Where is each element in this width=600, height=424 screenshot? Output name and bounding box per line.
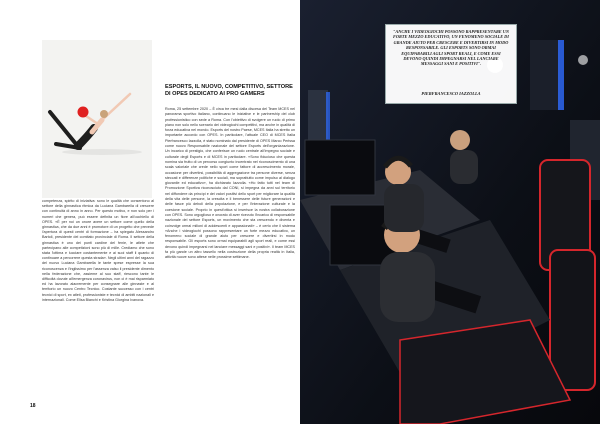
gymnast-photo	[42, 40, 152, 198]
left-body-text: competenza, spirito di iniziativa: sono le qualità che consentono al settore della ginnastica ritmica da Luciana Gambarella di crescere con continuità di anno in anno. Per questo motivo, e non solo per i numeri che genera, può essere definita un fiore all'occhiello di OPES. «È per noi un onore avere un settore come quello della ginnastica, che da due anni è promotore di un progetto che prevede l'apertura di questi centri di formazione – ha spiegato Alessandro Bartoli, presidente del comitato provinciale di Roma. Il settore della ginnastica è uno dei punti cardine del fenie, le atlete che partecipano alle competizioni sono più di mille. Crediamo che sono stata l'ottima e lucciare costantemente e ai suoi staff il quanto di continuare a percorrere questa strada». Negli ultimi anni del ragazzo del nuovo Luciana Gambarella le tante spese espresse la sua riconoscenza e l'inglissimo per l'assenza valso il presidente dimento nella federazione che, assieme al suo staff, riescono tante le difficoltà dovute all'emergenza coronavirus, non ci è mai risparmiato ed ha lavorato alacremente per consegnare alle ginnaste e al territorio un nuovo Centro Tecnico. Costante successo con i centri tecnici di sport, ex atleti, professioniste e tecnici di ambiti nazionali e internazionali. Come Elisa Bianchi e Kristina Giorgina Ivanova.	[42, 199, 154, 302]
pull-quote-text: "ANCHE I VIDEOGIOCHI POSSONO RAPPRESENTARE UN FORTE MEZZO EDUCATIVO, UN FENOMENO SOCIALE DI GRANDE AIUTO PER CRESCERE E DIVERTIRSI IN MODO RESPONSABILE. GLI ESPORTS SONO ORMAI EQUIPARABILI AGLI SPORT REALI, E COME ESSI DEVONO QUINDI IMPEGNARSI NEL LANCIARE MESSAGGI SANI E POSITIVI".	[393, 29, 509, 67]
article-paragraph: Roma, 25 settembre 2020 – È circa tre mesi dalla discesa del Team MCES nel panorama sportivo italiano, continuano le iniziative e le partnership del club professionistico con sede a Roma. Con l'obiettivo di svolgere un ruolo di primo piano non solo nello scenario dei videogiochi competitivi, ma anche in qualità di forza educativa nel mondo. Esports del nostro Paese, MCES Italia ha stretto un importante accordo con OPES. In particolare, l'attuale CEO di MCES Italia Pierfrancesco Iazzolla, è stato nominato dal presidente di OPES Marco Perissa come nuovo Responsabile nazionale del settore Esports dell'organizzazione. Un incarico di prestigio, che conferisce un ruolo centrale all'impegno sociale e culturale degli Esports e di MCES in particolare. «Sono fiducioso che questa nomina sia frutto di un percorso congiunto incentrato nel riconoscimento di una scala valoriale che crede nello sport come fattore di accrescimento morale, occasione per divertirsi, possibilità di aggregazione tra persone diverse, senza steccati e differenze politiche e sociali, ma soprattutto come impulso al dialogo giovanile ed educativo», ha dichiarato Iazzolla. «Ho fatto tutti nel team di Promozione Sportiva riconosciuto dal CONI, si impegna da anni sul territorio nel diffondere da princìpi e dei valori positivi dello sport per migliorare la qualità della vita delle persone, la crescita e il benessere delle future generazioni e delle fasce più deboli della popolazione, e per l'interazione culturale e la coesione sociale. Proprio in quest'ottica si inserisce la nostra collaborazione con OPES. Sono orgoglioso e onorato di aver ricevuto l'incarico di responsabile nazionale del settore Esports, un movimento che sta crescendo e diventa e coinvolge ormai milioni di adolescenti e appassionati» – è certo che il sistema «Anche i videogiochi possono rappresentare un forte mezzo educativo, un fenomeno sociale di grande aiuto per crescere e divertirsi in modo responsabile. Gli esports sono ormai equiparabili agli sport reali, e come essi devono quindi impegnarsi nel lanciare messaggi sani e positivi». Il team MCES fa più gande un altro tassello nella costruzione della propria realtà in Italia, attività nuove sono attese nelle prossime settimane.	[165, 107, 295, 260]
article-headline: ESPORTS, IL NUOVO, COMPETITIVO, SETTORE DI OPES DEDICATO AI PRO GAMERS	[165, 84, 293, 97]
pull-quote-author: PIERFRANCESCO IAZZOLLA	[421, 91, 481, 96]
article-body	[165, 107, 295, 261]
page-number: 18	[30, 403, 36, 409]
article-column	[165, 84, 295, 261]
pull-quote-box	[385, 24, 517, 104]
